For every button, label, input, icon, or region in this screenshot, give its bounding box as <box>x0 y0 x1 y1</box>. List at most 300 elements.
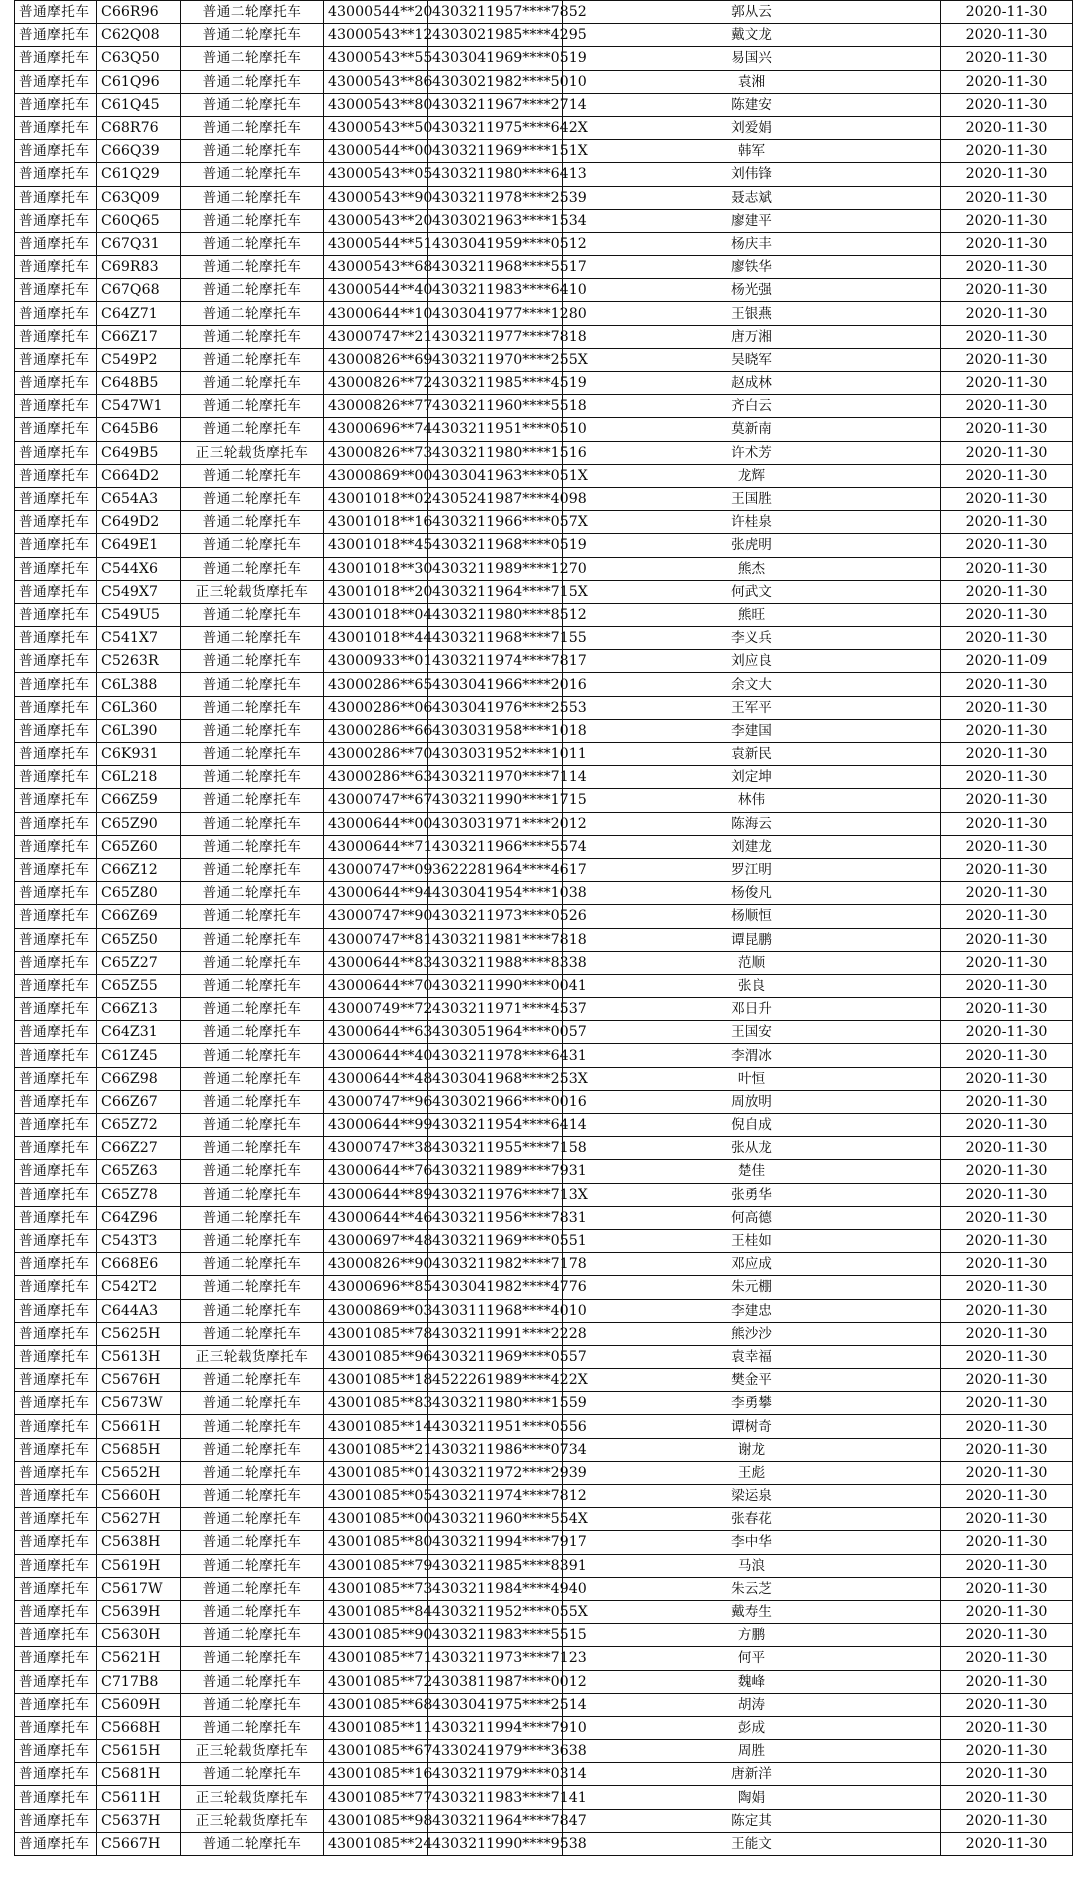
owner-name-cell: 陈海云 <box>563 812 941 835</box>
date-cell: 2020-11-30 <box>941 1183 1073 1206</box>
plate-number-cell: C6L360 <box>97 696 181 719</box>
vehicle-class-cell: 普通摩托车 <box>15 812 97 835</box>
license-number-cell: 43001018**16 <box>324 511 428 534</box>
vehicle-class-cell: 普通摩托车 <box>15 1624 97 1647</box>
vehicle-type-cell: 普通二轮摩托车 <box>181 557 324 580</box>
vehicle-type-cell: 普通二轮摩托车 <box>181 928 324 951</box>
table-row <box>15 650 1073 673</box>
license-number-cell: 43001085**16 <box>324 1763 428 1786</box>
owner-name-cell: 余文大 <box>563 673 941 696</box>
plate-number-cell: C66Z27 <box>97 1137 181 1160</box>
owner-name-cell: 戴文龙 <box>563 24 941 47</box>
table-row <box>15 1114 1073 1137</box>
vehicle-type-cell: 正三轮载货摩托车 <box>181 1345 324 1368</box>
id-number-cell: 4303211982****7178 <box>428 1253 563 1276</box>
vehicle-class-cell: 普通摩托车 <box>15 1114 97 1137</box>
table-row <box>15 418 1073 441</box>
owner-name-cell: 熊杰 <box>563 557 941 580</box>
date-cell: 2020-11-30 <box>941 1554 1073 1577</box>
vehicle-class-cell: 普通摩托车 <box>15 1763 97 1786</box>
vehicle-class-cell: 普通摩托车 <box>15 348 97 371</box>
owner-name-cell: 龙辉 <box>563 464 941 487</box>
plate-number-cell: C66Z67 <box>97 1090 181 1113</box>
table-row <box>15 1276 1073 1299</box>
vehicle-type-cell: 正三轮载货摩托车 <box>181 1786 324 1809</box>
vehicle-class-cell: 普通摩托车 <box>15 163 97 186</box>
owner-name-cell: 王桂如 <box>563 1229 941 1252</box>
date-cell: 2020-11-30 <box>941 47 1073 70</box>
owner-name-cell: 王银燕 <box>563 302 941 325</box>
table-row <box>15 24 1073 47</box>
license-number-cell: 43000644**89 <box>324 1183 428 1206</box>
license-number-cell: 43000286**70 <box>324 743 428 766</box>
vehicle-class-cell: 普通摩托车 <box>15 279 97 302</box>
id-number-cell: 4303041968****253X <box>428 1067 563 1090</box>
plate-number-cell: C65Z63 <box>97 1160 181 1183</box>
plate-number-cell: C668E6 <box>97 1253 181 1276</box>
plate-number-cell: C65Z80 <box>97 882 181 905</box>
vehicle-type-cell: 普通二轮摩托车 <box>181 93 324 116</box>
plate-number-cell: C648B5 <box>97 372 181 395</box>
license-number-cell: 43001085**67 <box>324 1740 428 1763</box>
id-number-cell: 4303211970****255X <box>428 348 563 371</box>
id-number-cell: 4303211980****1559 <box>428 1392 563 1415</box>
owner-name-cell: 倪自成 <box>563 1114 941 1137</box>
plate-number-cell: C549U5 <box>97 603 181 626</box>
license-number-cell: 43000747**21 <box>324 325 428 348</box>
date-cell: 2020-11-30 <box>941 348 1073 371</box>
owner-name-cell: 谢龙 <box>563 1438 941 1461</box>
vehicle-type-cell: 普通二轮摩托车 <box>181 719 324 742</box>
vehicle-type-cell: 普通二轮摩托车 <box>181 24 324 47</box>
plate-number-cell: C61Q96 <box>97 70 181 93</box>
plate-number-cell: C549X7 <box>97 580 181 603</box>
vehicle-type-cell: 普通二轮摩托车 <box>181 1229 324 1252</box>
plate-number-cell: C5637H <box>97 1809 181 1832</box>
vehicle-class-cell: 普通摩托车 <box>15 1276 97 1299</box>
license-number-cell: 43000286**63 <box>324 766 428 789</box>
table-row <box>15 1740 1073 1763</box>
vehicle-class-cell: 普通摩托车 <box>15 951 97 974</box>
vehicle-class-cell: 普通摩托车 <box>15 580 97 603</box>
vehicle-class-cell: 普通摩托车 <box>15 534 97 557</box>
table-row <box>15 1137 1073 1160</box>
owner-name-cell: 张从龙 <box>563 1137 941 1160</box>
license-number-cell: 43000644**00 <box>324 812 428 835</box>
date-cell: 2020-11-30 <box>941 766 1073 789</box>
id-number-cell: 4303211976****713X <box>428 1183 563 1206</box>
id-number-cell: 4303211977****7818 <box>428 325 563 348</box>
vehicle-class-cell: 普通摩托车 <box>15 603 97 626</box>
date-cell: 2020-11-30 <box>941 1253 1073 1276</box>
plate-number-cell: C65Z27 <box>97 951 181 974</box>
vehicle-class-cell: 普通摩托车 <box>15 186 97 209</box>
owner-name-cell: 王彪 <box>563 1461 941 1484</box>
vehicle-type-cell: 普通二轮摩托车 <box>181 140 324 163</box>
vehicle-class-cell: 普通摩托车 <box>15 1693 97 1716</box>
date-cell: 2020-11-30 <box>941 1021 1073 1044</box>
id-number-cell: 4303211980****1516 <box>428 441 563 464</box>
owner-name-cell: 张勇华 <box>563 1183 941 1206</box>
license-number-cell: 43001085**90 <box>324 1624 428 1647</box>
table-row <box>15 696 1073 719</box>
vehicle-type-cell: 普通二轮摩托车 <box>181 1832 324 1855</box>
plate-number-cell: C61Q45 <box>97 93 181 116</box>
table-row <box>15 1415 1073 1438</box>
date-cell: 2020-11-30 <box>941 673 1073 696</box>
plate-number-cell: C64Z96 <box>97 1206 181 1229</box>
id-number-cell: 4303211960****5518 <box>428 395 563 418</box>
table-row <box>15 603 1073 626</box>
license-number-cell: 43001018**30 <box>324 557 428 580</box>
license-number-cell: 43000826**69 <box>324 348 428 371</box>
license-number-cell: 43000826**90 <box>324 1253 428 1276</box>
date-cell: 2020-11-30 <box>941 534 1073 557</box>
license-number-cell: 43001018**04 <box>324 603 428 626</box>
plate-number-cell: C65Z90 <box>97 812 181 835</box>
vehicle-type-cell: 普通二轮摩托车 <box>181 1253 324 1276</box>
id-number-cell: 4303211974****7812 <box>428 1485 563 1508</box>
license-number-cell: 43000543**55 <box>324 47 428 70</box>
owner-name-cell: 袁湘 <box>563 70 941 93</box>
id-number-cell: 4303211973****0526 <box>428 905 563 928</box>
vehicle-type-cell: 普通二轮摩托车 <box>181 858 324 881</box>
vehicle-class-cell: 普通摩托车 <box>15 557 97 580</box>
date-cell: 2020-11-30 <box>941 1508 1073 1531</box>
license-number-cell: 43000644**94 <box>324 882 428 905</box>
vehicle-class-cell: 普通摩托车 <box>15 1786 97 1809</box>
table-row <box>15 47 1073 70</box>
plate-number-cell: C61Z45 <box>97 1044 181 1067</box>
license-number-cell: 43000286**65 <box>324 673 428 696</box>
id-number-cell: 4303211984****4940 <box>428 1577 563 1600</box>
owner-name-cell: 熊沙沙 <box>563 1322 941 1345</box>
vehicle-type-cell: 普通二轮摩托车 <box>181 256 324 279</box>
owner-name-cell: 刘定坤 <box>563 766 941 789</box>
plate-number-cell: C649B5 <box>97 441 181 464</box>
table-row <box>15 302 1073 325</box>
date-cell: 2020-11-30 <box>941 905 1073 928</box>
owner-name-cell: 王国胜 <box>563 487 941 510</box>
license-number-cell: 43000644**10 <box>324 302 428 325</box>
plate-number-cell: C5615H <box>97 1740 181 1763</box>
table-row <box>15 1624 1073 1647</box>
id-number-cell: 4303031958****1018 <box>428 719 563 742</box>
plate-number-cell: C654A3 <box>97 487 181 510</box>
vehicle-class-cell: 普通摩托车 <box>15 1229 97 1252</box>
license-number-cell: 43000826**72 <box>324 372 428 395</box>
id-number-cell: 4303211990****1715 <box>428 789 563 812</box>
id-number-cell: 4303811987****0012 <box>428 1670 563 1693</box>
date-cell: 2020-11-30 <box>941 1832 1073 1855</box>
date-cell: 2020-11-30 <box>941 1670 1073 1693</box>
id-number-cell: 4303211955****7158 <box>428 1137 563 1160</box>
table-row <box>15 1763 1073 1786</box>
vehicle-class-cell: 普通摩托车 <box>15 1044 97 1067</box>
vehicle-type-cell: 正三轮载货摩托车 <box>181 1809 324 1832</box>
plate-number-cell: C5673W <box>97 1392 181 1415</box>
id-number-cell: 4303211968****5517 <box>428 256 563 279</box>
plate-number-cell: C5619H <box>97 1554 181 1577</box>
vehicle-type-cell: 普通二轮摩托车 <box>181 1461 324 1484</box>
license-number-cell: 43001085**96 <box>324 1345 428 1368</box>
table-body <box>15 1 1073 1856</box>
vehicle-type-cell: 普通二轮摩托车 <box>181 1206 324 1229</box>
table-row <box>15 1160 1073 1183</box>
plate-number-cell: C5630H <box>97 1624 181 1647</box>
table-row <box>15 163 1073 186</box>
table-row <box>15 395 1073 418</box>
plate-number-cell: C66Z13 <box>97 998 181 1021</box>
license-number-cell: 43001018**20 <box>324 580 428 603</box>
id-number-cell: 4303211960****554X <box>428 1508 563 1531</box>
id-number-cell: 4303211969****151X <box>428 140 563 163</box>
vehicle-type-cell: 普通二轮摩托车 <box>181 743 324 766</box>
table-row <box>15 1716 1073 1739</box>
date-cell: 2020-11-30 <box>941 743 1073 766</box>
plate-number-cell: C6K931 <box>97 743 181 766</box>
plate-number-cell: C68R76 <box>97 116 181 139</box>
table-row <box>15 209 1073 232</box>
date-cell: 2020-11-30 <box>941 1067 1073 1090</box>
date-cell: 2020-11-30 <box>941 1485 1073 1508</box>
vehicle-class-cell: 普通摩托车 <box>15 70 97 93</box>
table-row <box>15 232 1073 255</box>
table-row <box>15 998 1073 1021</box>
id-number-cell: 4303211980****8512 <box>428 603 563 626</box>
vehicle-type-cell: 普通二轮摩托车 <box>181 1090 324 1113</box>
owner-name-cell: 楚佳 <box>563 1160 941 1183</box>
id-number-cell: 4303051964****0057 <box>428 1021 563 1044</box>
date-cell: 2020-11-30 <box>941 441 1073 464</box>
table-row <box>15 464 1073 487</box>
vehicle-type-cell: 普通二轮摩托车 <box>181 1647 324 1670</box>
id-number-cell: 4303211967****2714 <box>428 93 563 116</box>
date-cell: 2020-11-30 <box>941 1160 1073 1183</box>
vehicle-type-cell: 普通二轮摩托车 <box>181 1415 324 1438</box>
plate-number-cell: C65Z60 <box>97 835 181 858</box>
vehicle-class-cell: 普通摩托车 <box>15 93 97 116</box>
id-number-cell: 4303211968****0519 <box>428 534 563 557</box>
id-number-cell: 4303211994****7910 <box>428 1716 563 1739</box>
vehicle-class-cell: 普通摩托车 <box>15 232 97 255</box>
vehicle-type-cell: 普通二轮摩托车 <box>181 1508 324 1531</box>
date-cell: 2020-11-30 <box>941 1740 1073 1763</box>
id-number-cell: 4303041963****051X <box>428 464 563 487</box>
owner-name-cell: 彭成 <box>563 1716 941 1739</box>
plate-number-cell: C644A3 <box>97 1299 181 1322</box>
id-number-cell: 4303211978****6431 <box>428 1044 563 1067</box>
vehicle-class-cell: 普通摩托车 <box>15 1415 97 1438</box>
table-row <box>15 1322 1073 1345</box>
license-number-cell: 43000543**12 <box>324 24 428 47</box>
license-number-cell: 43001085**18 <box>324 1369 428 1392</box>
vehicle-type-cell: 普通二轮摩托车 <box>181 186 324 209</box>
license-number-cell: 43000644**76 <box>324 1160 428 1183</box>
plate-number-cell: C64Z31 <box>97 1021 181 1044</box>
owner-name-cell: 郭从云 <box>563 1 941 24</box>
table-row <box>15 93 1073 116</box>
date-cell: 2020-11-30 <box>941 1415 1073 1438</box>
id-number-cell: 4303211964****7847 <box>428 1809 563 1832</box>
table-row <box>15 1832 1073 1855</box>
date-cell: 2020-11-30 <box>941 603 1073 626</box>
vehicle-type-cell: 普通二轮摩托车 <box>181 116 324 139</box>
vehicle-type-cell: 普通二轮摩托车 <box>181 766 324 789</box>
owner-name-cell: 何高德 <box>563 1206 941 1229</box>
table-row <box>15 1647 1073 1670</box>
vehicle-type-cell: 普通二轮摩托车 <box>181 209 324 232</box>
date-cell: 2020-11-30 <box>941 186 1073 209</box>
vehicle-class-cell: 普通摩托车 <box>15 835 97 858</box>
vehicle-class-cell: 普通摩托车 <box>15 209 97 232</box>
owner-name-cell: 廖铁华 <box>563 256 941 279</box>
plate-number-cell: C5638H <box>97 1531 181 1554</box>
license-number-cell: 43001085**21 <box>324 1438 428 1461</box>
table-row <box>15 441 1073 464</box>
table-row <box>15 1229 1073 1252</box>
table-row <box>15 1809 1073 1832</box>
table-row <box>15 1485 1073 1508</box>
id-number-cell: 4303211964****715X <box>428 580 563 603</box>
owner-name-cell: 范顺 <box>563 951 941 974</box>
table-row <box>15 1183 1073 1206</box>
date-cell: 2020-11-30 <box>941 719 1073 742</box>
id-number-cell: 4303211957****7852 <box>428 1 563 24</box>
table-row <box>15 1067 1073 1090</box>
date-cell: 2020-11-30 <box>941 1137 1073 1160</box>
vehicle-type-cell: 正三轮载货摩托车 <box>181 580 324 603</box>
license-number-cell: 43000644**99 <box>324 1114 428 1137</box>
table-row <box>15 673 1073 696</box>
table-row <box>15 743 1073 766</box>
plate-number-cell: C5685H <box>97 1438 181 1461</box>
vehicle-class-cell: 普通摩托车 <box>15 395 97 418</box>
plate-number-cell: C65Z72 <box>97 1114 181 1137</box>
plate-number-cell: C5609H <box>97 1693 181 1716</box>
date-cell: 2020-11-30 <box>941 789 1073 812</box>
vehicle-type-cell: 普通二轮摩托车 <box>181 1299 324 1322</box>
license-number-cell: 43000543**90 <box>324 186 428 209</box>
table-row <box>15 325 1073 348</box>
vehicle-class-cell: 普通摩托车 <box>15 1600 97 1623</box>
license-number-cell: 43000826**77 <box>324 395 428 418</box>
vehicle-class-cell: 普通摩托车 <box>15 1809 97 1832</box>
plate-number-cell: C5661H <box>97 1415 181 1438</box>
vehicle-type-cell: 正三轮载货摩托车 <box>181 441 324 464</box>
table-row <box>15 534 1073 557</box>
owner-name-cell: 周放明 <box>563 1090 941 1113</box>
vehicle-class-cell: 普通摩托车 <box>15 418 97 441</box>
table-row <box>15 1090 1073 1113</box>
date-cell: 2020-11-30 <box>941 1647 1073 1670</box>
vehicle-type-cell: 普通二轮摩托车 <box>181 951 324 974</box>
owner-name-cell: 张虎明 <box>563 534 941 557</box>
license-number-cell: 43000286**06 <box>324 696 428 719</box>
vehicle-type-cell: 普通二轮摩托车 <box>181 302 324 325</box>
vehicle-type-cell: 普通二轮摩托车 <box>181 232 324 255</box>
vehicle-type-cell: 普通二轮摩托车 <box>181 882 324 905</box>
id-number-cell: 4303211989****1270 <box>428 557 563 580</box>
owner-name-cell: 袁新民 <box>563 743 941 766</box>
id-number-cell: 4303031952****1011 <box>428 743 563 766</box>
license-number-cell: 43000644**63 <box>324 1021 428 1044</box>
date-cell: 2020-11-30 <box>941 696 1073 719</box>
license-number-cell: 43000747**09 <box>324 858 428 881</box>
plate-number-cell: C5625H <box>97 1322 181 1345</box>
date-cell: 2020-11-30 <box>941 1577 1073 1600</box>
license-number-cell: 43001085**98 <box>324 1809 428 1832</box>
date-cell: 2020-11-30 <box>941 256 1073 279</box>
owner-name-cell: 朱元棚 <box>563 1276 941 1299</box>
owner-name-cell: 陈定其 <box>563 1809 941 1832</box>
table-row <box>15 279 1073 302</box>
owner-name-cell: 周胜 <box>563 1740 941 1763</box>
vehicle-type-cell: 普通二轮摩托车 <box>181 47 324 70</box>
date-cell: 2020-11-30 <box>941 279 1073 302</box>
plate-number-cell: C5652H <box>97 1461 181 1484</box>
license-number-cell: 43000747**96 <box>324 1090 428 1113</box>
license-number-cell: 43001085**11 <box>324 1716 428 1739</box>
id-number-cell: 4303211978****2539 <box>428 186 563 209</box>
owner-name-cell: 魏峰 <box>563 1670 941 1693</box>
vehicle-type-cell: 普通二轮摩托车 <box>181 1554 324 1577</box>
id-number-cell: 4303211983****7141 <box>428 1786 563 1809</box>
owner-name-cell: 刘爱娟 <box>563 116 941 139</box>
table-row <box>15 812 1073 835</box>
license-number-cell: 43001085**84 <box>324 1600 428 1623</box>
owner-name-cell: 王国安 <box>563 1021 941 1044</box>
id-number-cell: 4303211952****055X <box>428 1600 563 1623</box>
license-number-cell: 43000697**48 <box>324 1229 428 1252</box>
vehicle-class-cell: 普通摩托车 <box>15 1021 97 1044</box>
id-number-cell: 4303211986****0734 <box>428 1438 563 1461</box>
vehicle-type-cell: 正三轮载货摩托车 <box>181 1740 324 1763</box>
license-number-cell: 43001018**02 <box>324 487 428 510</box>
id-number-cell: 4303211954****6414 <box>428 1114 563 1137</box>
vehicle-type-cell: 普通二轮摩托车 <box>181 1392 324 1415</box>
date-cell: 2020-11-30 <box>941 1693 1073 1716</box>
date-cell: 2020-11-30 <box>941 116 1073 139</box>
owner-name-cell: 邓应成 <box>563 1253 941 1276</box>
vehicle-class-cell: 普通摩托车 <box>15 116 97 139</box>
vehicle-type-cell: 普通二轮摩托车 <box>181 1276 324 1299</box>
table-row <box>15 580 1073 603</box>
vehicle-type-cell: 普通二轮摩托车 <box>181 372 324 395</box>
license-number-cell: 43000644**71 <box>324 835 428 858</box>
plate-number-cell: C649E1 <box>97 534 181 557</box>
table-row <box>15 951 1073 974</box>
owner-name-cell: 杨顺恒 <box>563 905 941 928</box>
id-number-cell: 4303211979****0314 <box>428 1763 563 1786</box>
table-row <box>15 858 1073 881</box>
owner-name-cell: 李渭冰 <box>563 1044 941 1067</box>
license-number-cell: 43000544**00 <box>324 140 428 163</box>
plate-number-cell: C5668H <box>97 1716 181 1739</box>
license-number-cell: 43001085**78 <box>324 1322 428 1345</box>
vehicle-class-cell: 普通摩托车 <box>15 1160 97 1183</box>
date-cell: 2020-11-30 <box>941 1345 1073 1368</box>
owner-name-cell: 李建忠 <box>563 1299 941 1322</box>
date-cell: 2020-11-30 <box>941 557 1073 580</box>
owner-name-cell: 杨俊凡 <box>563 882 941 905</box>
vehicle-class-cell: 普通摩托车 <box>15 1067 97 1090</box>
table-row <box>15 789 1073 812</box>
plate-number-cell: C69R83 <box>97 256 181 279</box>
license-number-cell: 43000543**80 <box>324 93 428 116</box>
vehicle-type-cell: 普通二轮摩托车 <box>181 627 324 650</box>
id-number-cell: 4303041976****2553 <box>428 696 563 719</box>
